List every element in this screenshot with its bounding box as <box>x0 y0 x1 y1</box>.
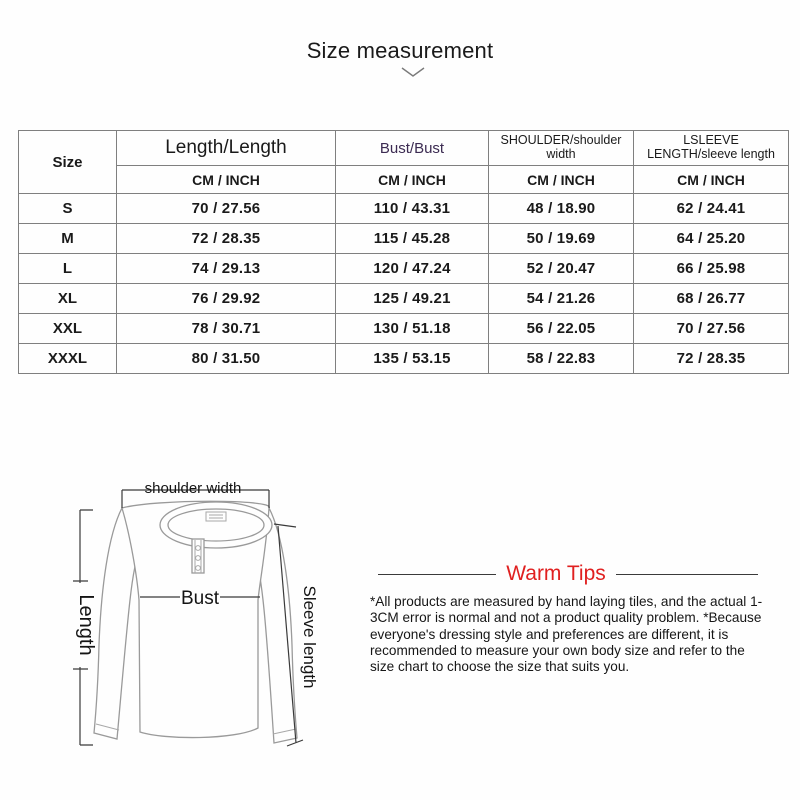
shoulder-unit-header: CM / INCH <box>489 166 634 194</box>
collar-inner <box>168 509 264 541</box>
shoulder-cell: 58 / 22.83 <box>489 344 634 374</box>
shoulder-cell: 56 / 22.05 <box>489 314 634 344</box>
length-cell: 70 / 27.56 <box>117 194 336 224</box>
sleeve-cell: 68 / 26.77 <box>634 284 789 314</box>
shoulder-cell: 50 / 19.69 <box>489 224 634 254</box>
bust-unit-header: CM / INCH <box>336 166 489 194</box>
page-title: Size measurement <box>306 38 494 63</box>
shoulder-cell: 48 / 18.90 <box>489 194 634 224</box>
warm-tips-heading-row <box>368 562 768 586</box>
table-row-l <box>19 254 789 284</box>
length-cell: 72 / 28.35 <box>117 224 336 254</box>
length-unit-header: CM / INCH <box>117 166 336 194</box>
shoulder-cell: 54 / 21.26 <box>489 284 634 314</box>
bust-cell: 120 / 47.24 <box>336 254 489 284</box>
sleeve-cell: 64 / 25.20 <box>634 224 789 254</box>
shirt-measurement-diagram <box>40 440 360 780</box>
sleeve-length-label: Sleeve length <box>300 585 319 689</box>
size-cell: XXXL <box>19 344 117 374</box>
shoulder-width-label: shoulder width <box>144 480 242 497</box>
bust-label: Bust <box>180 588 220 609</box>
size-cell: XXL <box>19 314 117 344</box>
shoulder-cell: 52 / 20.47 <box>489 254 634 284</box>
sleeve-column-header: LSLEEVE LENGTH/sleeve length <box>634 131 789 166</box>
shoulder-column-header: SHOULDER/shoulder width <box>489 131 634 166</box>
warm-tips-text: *All products are measured by hand laying tiles, and the actual 1-3CM error is normal and not a product quality problem. *Because everyone's dressing style and preferences are different, it is recommended to measure your own body size and refer to the size chart to choose the size that suits you. <box>370 594 763 675</box>
bust-cell: 115 / 45.28 <box>336 224 489 254</box>
sleeve-cell: 66 / 25.98 <box>634 254 789 284</box>
bust-column-header: Bust/Bust <box>336 131 489 166</box>
table-row-xl <box>19 284 789 314</box>
size-cell: L <box>19 254 117 284</box>
bust-cell: 110 / 43.31 <box>336 194 489 224</box>
length-cell: 78 / 30.71 <box>117 314 336 344</box>
size-table <box>18 130 789 374</box>
table-row-s <box>19 194 789 224</box>
length-column-header: Length/Length <box>117 131 336 166</box>
length-label: Length <box>75 594 97 656</box>
table-row-xxl <box>19 314 789 344</box>
bust-cell: 135 / 53.15 <box>336 344 489 374</box>
table-row-xxxl <box>19 344 789 374</box>
heading-rule-left <box>378 574 496 575</box>
sleeve-unit-header: CM / INCH <box>634 166 789 194</box>
length-cell: 76 / 29.92 <box>117 284 336 314</box>
bust-cell: 125 / 49.21 <box>336 284 489 314</box>
sleeve-cell: 70 / 27.56 <box>634 314 789 344</box>
length-cell: 80 / 31.50 <box>117 344 336 374</box>
table-row-m <box>19 224 789 254</box>
shirt-line-art <box>40 440 360 780</box>
sleeve-cell: 62 / 24.41 <box>634 194 789 224</box>
chevron-down-icon <box>400 66 426 78</box>
size-cell: M <box>19 224 117 254</box>
bust-cell: 130 / 51.18 <box>336 314 489 344</box>
length-cell: 74 / 29.13 <box>117 254 336 284</box>
heading-rule-right <box>616 574 758 575</box>
sleeve-cell: 72 / 28.35 <box>634 344 789 374</box>
size-cell: XL <box>19 284 117 314</box>
size-column-header: Size <box>19 131 117 194</box>
warm-tips-title: Warm Tips <box>506 562 606 585</box>
size-cell: S <box>19 194 117 224</box>
